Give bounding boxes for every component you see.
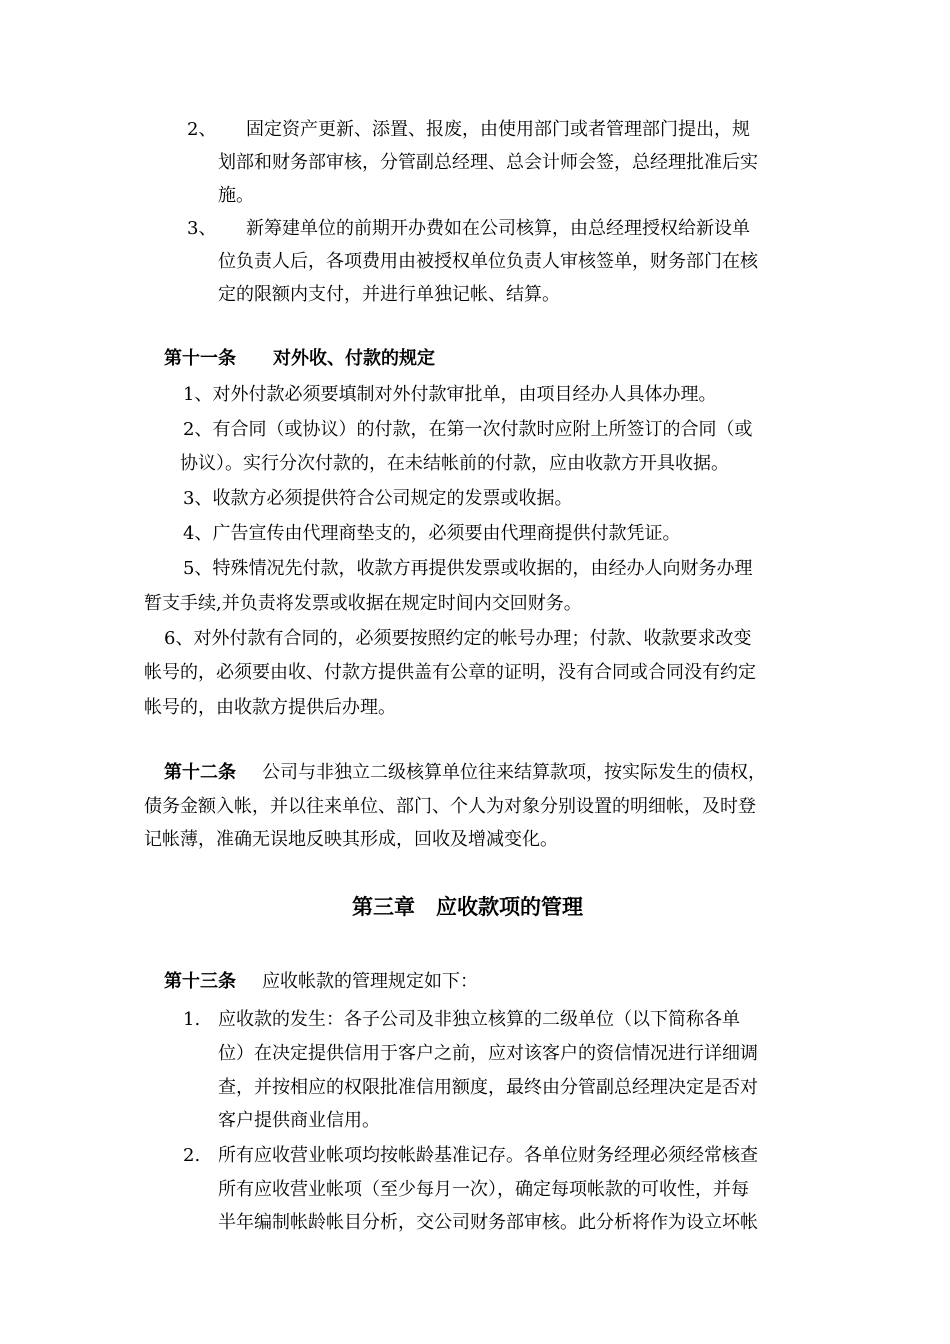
paragraph-line: 2、有合同（或协议）的付款，在第一次付款时应附上所签订的合同（或 [183,419,753,440]
list-number: 3、 [187,218,217,239]
paragraph-line: 公司与非独立二级核算单位往来结算款项，按实际发生的债权， [262,762,766,783]
paragraph-line: 帐号的，必须要由收、付款方提供盖有公章的证明，没有合同或合同没有约定 [144,662,756,683]
paragraph-line: 债务金额入帐，并以往来单位、部门、个人为对象分别设置的明细帐，及时登 [144,796,756,817]
paragraph-line: 定的限额内支付，并进行单独记帐、结算。 [218,284,560,305]
paragraph-line: 施。 [218,185,254,206]
article-label: 第十二条 [164,762,236,783]
paragraph-line: 固定资产更新、添置、报废，由使用部门或者管理部门提出，规 [246,119,750,140]
paragraph-line: 暂支手续,并负责将发票或收据在规定时间内交回财务。 [144,593,582,614]
chapter-title: 第三章 应收款项的管理 [352,894,583,919]
paragraph-line: 查，并按相应的权限批准信用额度，最终由分管副总经理决定是否对 [218,1077,758,1098]
paragraph-line: 位负责人后，各项费用由被授权单位负责人审核签单，财务部门在核 [218,251,758,272]
paragraph-line: 5、特殊情况先付款，收款方再提供发票或收据的，由经办人向财务办理 [183,558,753,579]
paragraph-line: 新筹建单位的前期开办费如在公司核算，由总经理授权给新设单 [246,218,750,239]
list-number: 2. [183,1145,201,1166]
paragraph-line: 3、收款方必须提供符合公司规定的发票或收据。 [183,488,573,509]
article-label: 第十三条 [164,971,236,992]
paragraph-line: 划部和财务部审核，分管副总经理、总会计师会签，总经理批准后实 [218,152,758,173]
paragraph-line: 位）在决定提供信用于客户之前，应对该客户的资信情况进行详细调 [218,1043,758,1064]
paragraph-line: 客户提供商业信用。 [218,1110,380,1131]
list-number: 2、 [187,119,217,140]
paragraph-line: 应收款的发生：各子公司及非独立核算的二级单位（以下简称各单 [218,1009,740,1030]
article-label: 第十一条 [164,348,236,369]
list-number: 1. [183,1009,201,1030]
paragraph-line: 所有应收营业帐项（至少每月一次），确定每项帐款的可收性，并每 [218,1179,749,1200]
article-title: 应收帐款的管理规定如下： [262,971,478,992]
paragraph-line: 1、对外付款必须要填制对外付款审批单，由项目经办人具体办理。 [183,384,717,405]
paragraph-line: 半年编制帐龄帐目分析，交公司财务部审核。此分析将作为设立坏帐 [218,1212,758,1233]
paragraph-line: 协议）。实行分次付款的，在未结帐前的付款，应由收款方开具收据。 [180,453,729,474]
paragraph-line: 帐号的，由收款方提供后办理。 [144,697,396,718]
article-title: 对外收、付款的规定 [273,348,435,369]
paragraph-line: 6、对外付款有合同的，必须要按照约定的帐号办理；付款、收款要求改变 [164,628,752,649]
paragraph-line: 4、广告宣传由代理商垫支的，必须要由代理商提供付款凭证。 [183,523,681,544]
paragraph-line: 所有应收营业帐项均按帐龄基准记存。各单位财务经理必须经常核查 [218,1145,758,1166]
paragraph-line: 记帐薄，准确无误地反映其形成，回收及增减变化。 [144,829,558,850]
